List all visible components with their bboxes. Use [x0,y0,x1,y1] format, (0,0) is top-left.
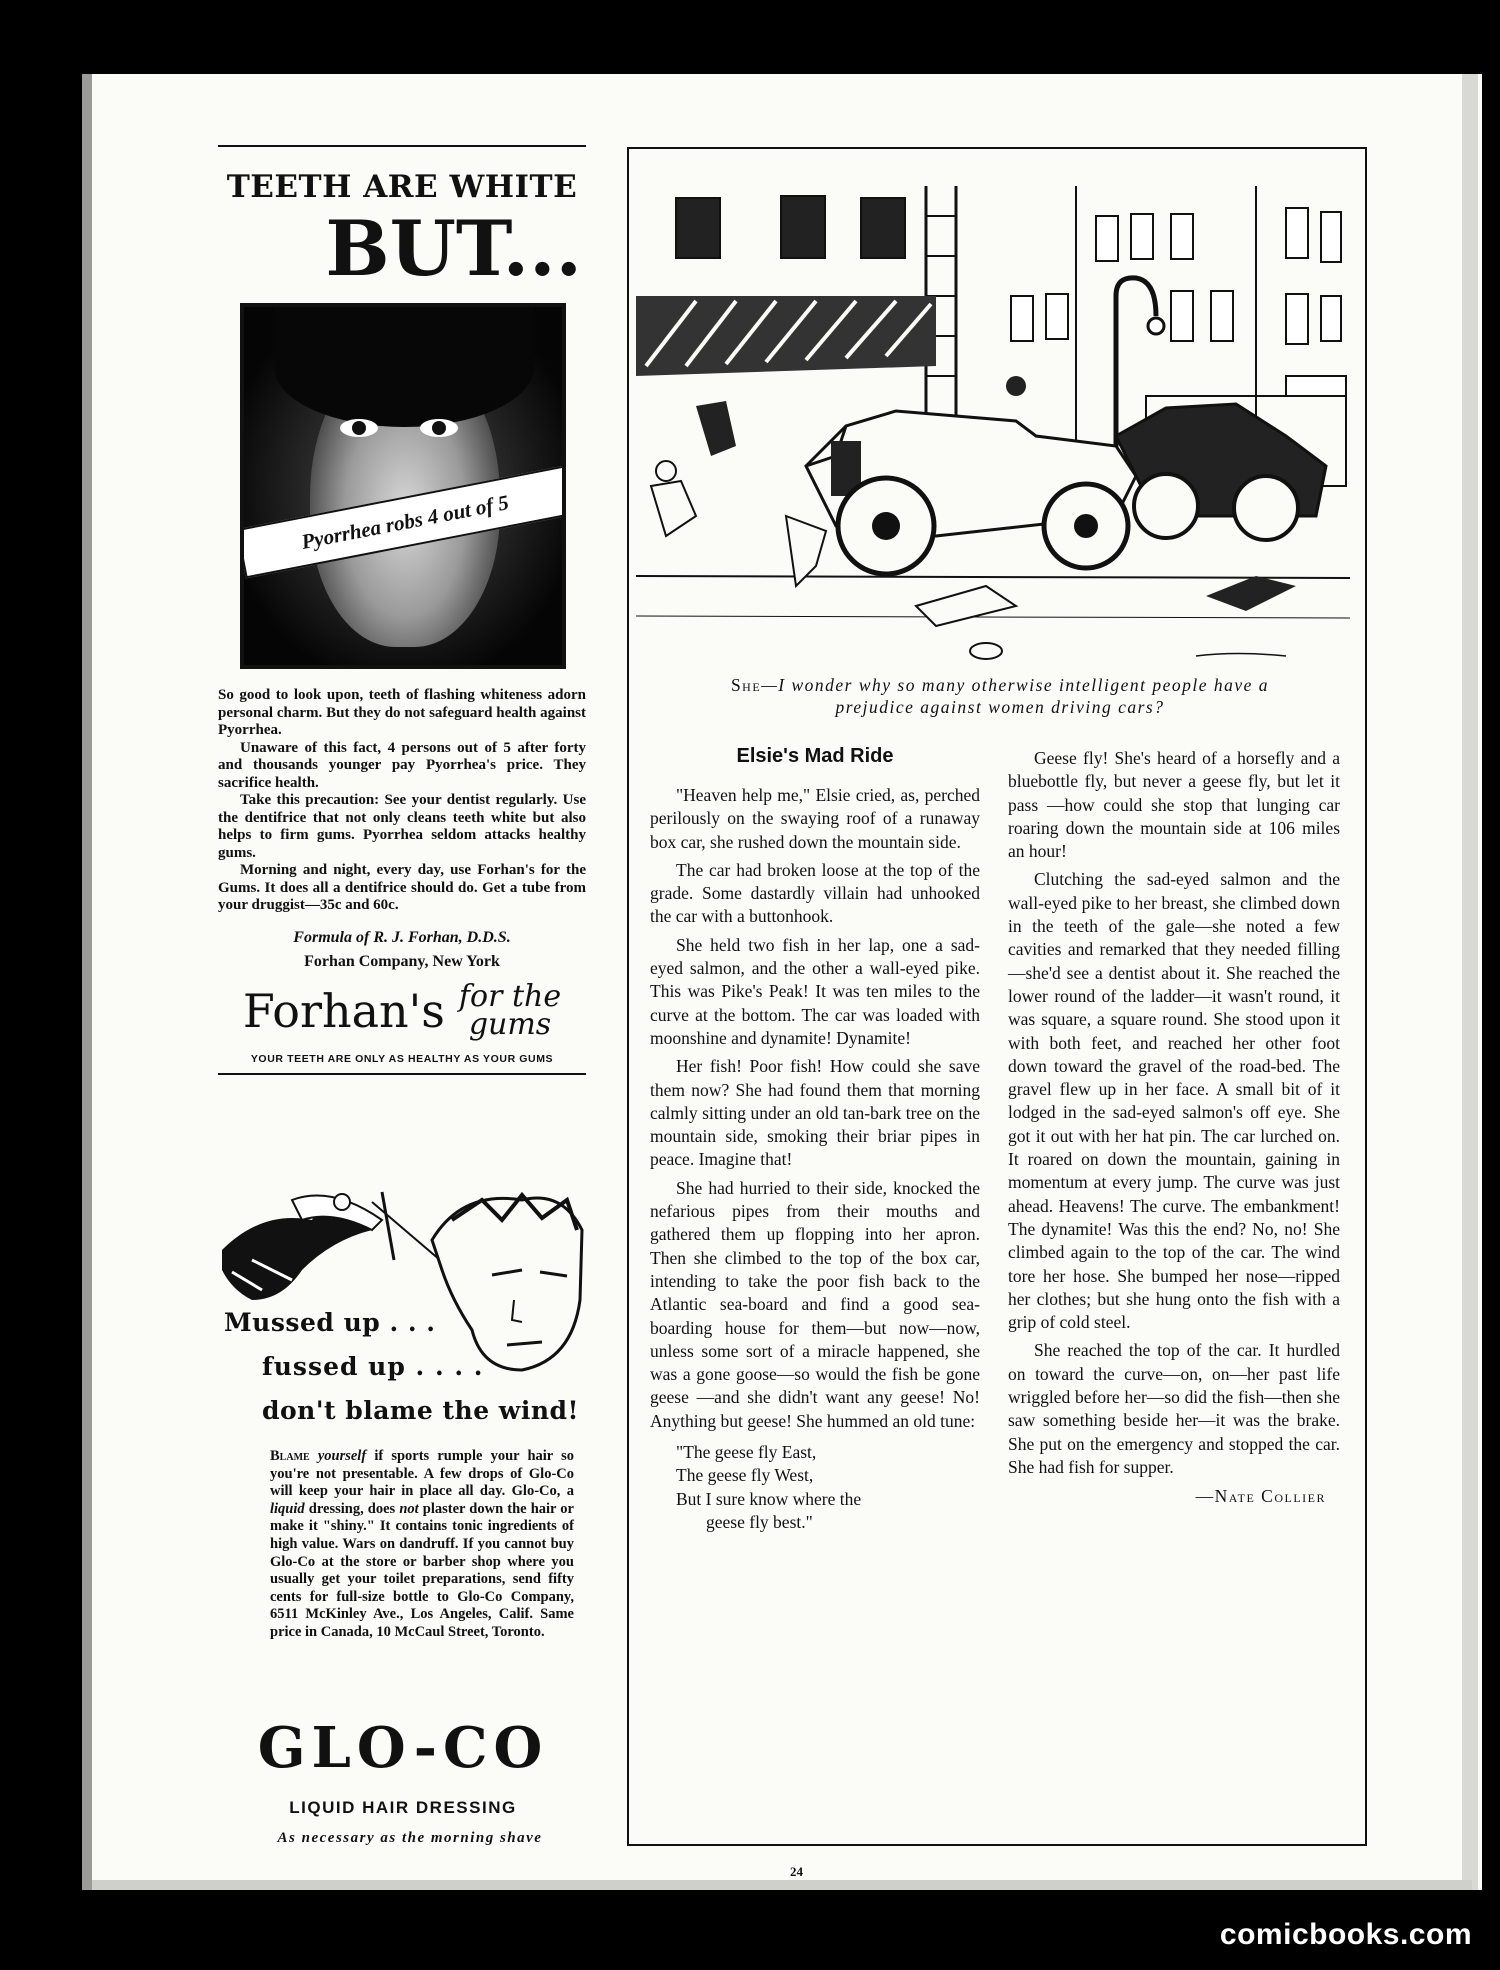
ad-top-rule [218,145,586,147]
caption-speaker: She [730,675,762,695]
gloco-line-1: Mussed up . . . [224,1308,436,1337]
story-column-right [1008,747,1340,1509]
gloco-line-2: fussed up . . . . [262,1352,484,1381]
story-paragraph: She had hurried to their side, knocked the nefarious pipes from their mouths and gathered them up flopping into her apron. Then she climbed to the top of the box car, intending to take the poor fish back to the Atlantic sea-board and find a good sea-boarding house for them—but now—now, unless some sort of a miracle happened, she was a gone goose—so would the fish be gone geese —and she didn't want any geese! No! Anything but geese! She hummed an old tune: [650,1177,980,1431]
story-title: Elsie's Mad Ride [736,745,894,767]
next-page-edge [1462,74,1478,1890]
story-column-left [650,784,980,1534]
brand-sub-line1: for the [458,978,562,1014]
woman-photo [240,303,566,669]
ad-headline-big: BUT... [325,204,582,293]
ad-headline: TEETH ARE WHITE [226,169,578,205]
story-paragraph: Geese fly! She's heard of a horsefly and a bluebottle fly, but never a geese fly, but let it pass —how could she stop that lunging car roaring down the mountain side at 106 miles an hour! [1008,748,1340,862]
site-watermark: comicbooks.com [1219,1918,1472,1951]
brand-sub-line2: gums [468,1006,552,1042]
gloco-emphasis: not [399,1500,419,1517]
gloco-emphasis: liquid [270,1500,305,1517]
cartoon-illustration [636,186,1350,670]
verse-line: But I sure know where the [676,1488,862,1509]
ad-divider [218,1073,586,1075]
verse-line: geese fly best." [706,1511,813,1532]
ad-paragraph: Morning and night, every day, use Forhan's for the Gums. It does all a dentifrice should do. Get a tube from your druggist—35c and 60c. [218,862,586,913]
story-paragraph: The car had broken loose at the top of the grade. Some dastardly villain had unhooked the car with a buttonhook. [650,859,980,927]
story-paragraph: She held two fish in her lap, one a sad-eyed salmon, and the other a wall-eyed pike. This was Pike's Peak! It was ten miles to the curve at the bottom. The car was loaded with moonshine and dynamite! Dynamite! [650,934,980,1048]
brand-subtitle [458,978,562,1042]
gloco-body-copy [270,1448,574,1642]
gloco-illustration [222,1180,596,1380]
gloco-text: plaster down the hair or make it "shiny." It contains tonic ingredients of high value. Wars on dandruff. If you cannot buy Glo-Co at the store or barber shop where you usually get your toilet preparations, send fifty cents for full-size bottle to Glo-Co Company, 6511 McKinley Ave., Los Angeles, Calif. Same price in Canada, 10 McCaul Street, Toronto. [270,1500,574,1640]
page-bottom-edge [92,1880,1472,1890]
gloco-logo: GLO-CO [257,1715,549,1781]
company-name: Forhan Company, New York [304,952,500,970]
right-eye [420,419,458,437]
story-paragraph: Clutching the sad-eyed salmon and the wall-eyed pike to her breast, she climbed down in the teeth of the gale—she noted a few cavities and remarked that they needed filling—she'd see a dentist about it. She reached the lower round of the ladder—it wasn't round, it was square, a square round. She stood upon it with both feet, and reached her other foot down toward the gravel of the road-bed. The gravel flew up in her face. A small bit of it lodged in the sad-eyed salmon's off eye. She got it out with her hat pin. The car lurched on. It roared on down the mountain, gaining in momentum at every jump. The curve was just ahead. Heavens! The curve. The embankment! The dynamite! Was this the end? No, no! She climbed again to the top of the car. The wind tore her hose. She bumped her nose—ripped her clothes; but she hung onto the fish with a grip of cold steel. [1008,869,1340,1333]
ad-paragraph: So good to look upon, teeth of flashing whiteness adorn personal charm. But they do not safeguard health against Pyorrhea. [218,687,586,738]
story-byline: —Nate Collier [1195,1486,1326,1507]
gloco-emphasis: yourself [317,1448,367,1464]
left-eye [340,419,378,437]
verse-line: The geese fly West, [676,1465,814,1486]
song-verse [676,1441,980,1534]
brand-name: Forhan's [242,983,445,1038]
forhans-tagline: YOUR TEETH ARE ONLY AS HEALTHY AS YOUR GUMS [250,1052,554,1065]
formula-credit: Formula of R. J. Forhan, D.D.S. [293,928,511,946]
forhans-logo [218,978,586,1042]
gloco-subtitle: LIQUID HAIR DRESSING [289,1798,517,1817]
caption-text: —I wonder why so many otherwise intelligent people have a prejudice against women driving cars? [761,675,1270,717]
gloco-text: if sports rumple your hair so you're not presentable. A few drops of Glo-Co will keep your hair in place all day. Glo-Co, a [270,1448,575,1500]
gloco-text: dressing, does [304,1500,400,1517]
ad-body-copy [218,687,586,915]
story-paragraph: She reached the top of the car. It hurdled on toward the curve—on, on—her past life wriggled before her—so did the fish—then she saw something beside her—it was the brake. She put on the emergency and stopped the car. She had fish for supper. [1008,1340,1340,1477]
gloco-slogan: As necessary as the morning shave [277,1830,543,1846]
verse-line: "The geese fly East, [676,1442,817,1463]
forhans-advertisement [218,145,586,1075]
ad-paragraph: Take this precaution: See your dentist regularly. Use the dentifrice that not only cleans teeth white but also helps to firm gums. Pyorrhea seldom attacks healthy gums. [218,792,586,861]
cartoon-caption [690,674,1310,718]
gloco-line-3: don't blame the wind! [262,1396,579,1425]
page-number: 24 [790,1864,803,1879]
ad-paragraph: Unaware of this fact, 4 persons out of 5 after forty and thousands younger pay Pyorrhea's price. They sacrifice health. [218,739,586,791]
hair-shape [274,307,534,427]
photo-banner: Pyorrhea robs 4 out of 5 [240,466,566,579]
gloco-lead-word: Blame [270,1448,310,1464]
story-paragraph: Her fish! Poor fish! How could she save them now? She had found them that morning calmly sitting under an old tan-bark tree on the mountain side, smoking their briar pipes in peace. Imagine that! [650,1056,980,1170]
story-paragraph: "Heaven help me," Elsie cried, as, perched perilously on the swaying roof of a runaway box car, she rushed down the mountain side. [650,785,980,852]
